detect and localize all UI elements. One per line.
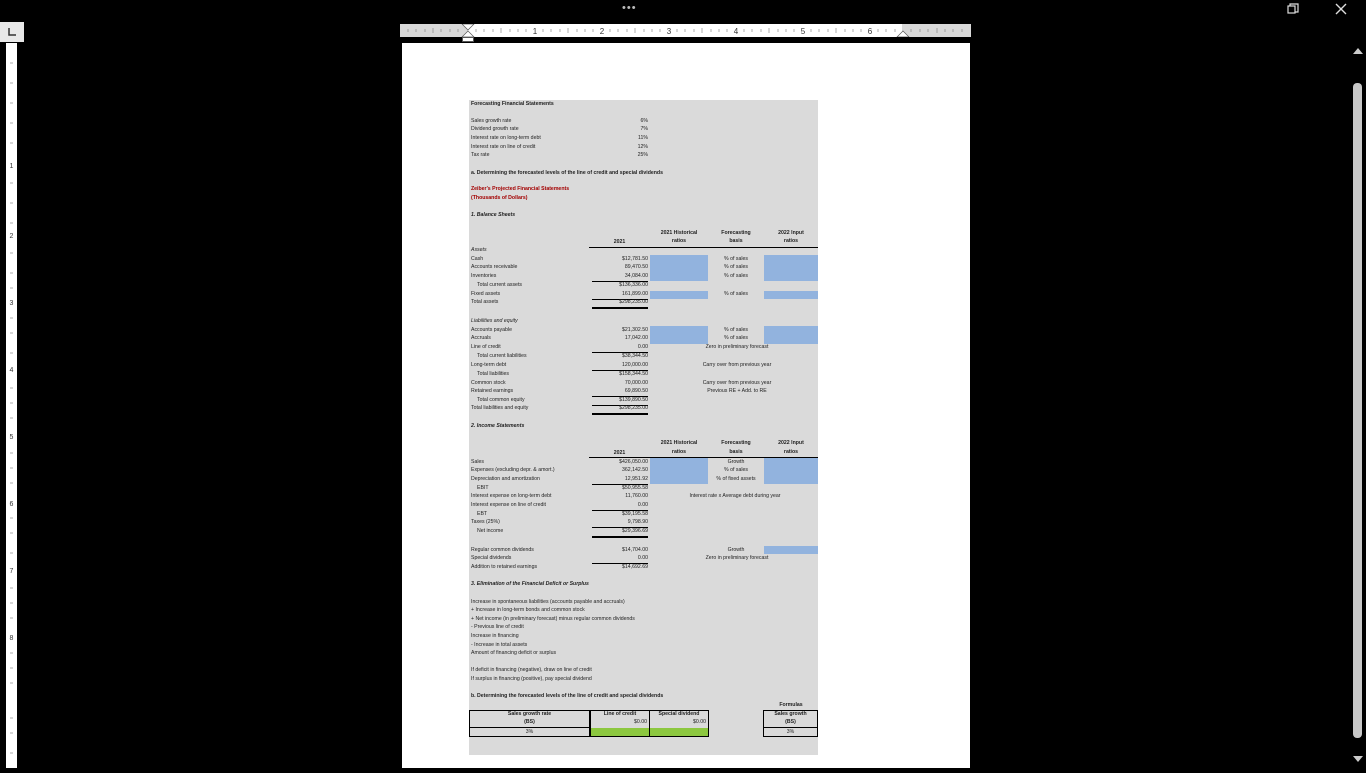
bs-input-ratio-cells-2[interactable]	[764, 326, 818, 344]
liab-label-4: Long-term debt	[471, 362, 507, 368]
asset-double-rule	[592, 307, 648, 309]
income-value-4: 11,760.00	[625, 493, 648, 499]
vruler-mark-1: 1	[9, 163, 14, 170]
asset-value-3: $136,336.00	[619, 282, 648, 288]
asset-label-4: Fixed assets	[471, 291, 501, 297]
asset-basis-1: % of sales	[724, 264, 748, 270]
title-bar	[0, 0, 1366, 20]
income-basis-0: Growth	[727, 459, 745, 465]
input-value-4: 25%	[637, 152, 648, 158]
left-tab-icon	[0, 22, 24, 42]
assets-label: Assets	[471, 247, 487, 253]
liab-value-6: 70,000.00	[624, 380, 648, 386]
ruler-mark-1: 1	[532, 27, 538, 36]
vruler-mark-2: 2	[9, 233, 14, 240]
is-hist-header-2: ratios	[671, 449, 687, 455]
liab-basis-2: Zero in preliminary forecast	[705, 344, 769, 350]
more-options-icon[interactable]: •••	[622, 2, 637, 14]
elim-line-1: + Increase in long-term bonds and common stock	[471, 607, 585, 613]
liab-value-7: 69,890.50	[624, 388, 648, 394]
income-label-8: Net income	[477, 528, 504, 534]
scrollbar-thumb[interactable]	[1353, 83, 1362, 738]
vruler-mark-7: 7	[9, 568, 14, 575]
asset-label-5: Total assets	[471, 299, 499, 305]
liab-basis-7: Previous RE + Add. to RE	[707, 388, 767, 394]
is-basis-header-1: Forecasting	[721, 440, 751, 446]
liab-basis-0: % of sales	[724, 327, 748, 333]
vruler-mark-4: 4	[9, 367, 14, 374]
elim-line-2: + Net income (in preliminary forecast) minus regular common dividends	[471, 616, 635, 622]
sd-value: $0.00	[693, 719, 706, 725]
income-basis-4: Interest rate x Average debt during year	[689, 493, 781, 499]
bs-hist-ratio-cells-1[interactable]	[650, 255, 708, 281]
income-value-7: 9,798.90	[627, 519, 648, 525]
asset-value-5: $298,235.00	[619, 299, 648, 305]
liab-value-2: 0.00	[637, 344, 648, 350]
income-value-3: $50,955.58	[622, 485, 648, 491]
liab-value-5: $158,344.50	[619, 371, 648, 377]
liab-label-0: Accounts payable	[471, 327, 512, 333]
vertical-ruler-ticks	[6, 43, 17, 768]
input-value-3: 12%	[637, 144, 648, 150]
liab-label-8: Total common equity	[477, 397, 525, 403]
is-hist-header-1: 2021 Historical	[660, 440, 698, 446]
vruler-mark-6: 6	[9, 501, 14, 508]
vruler-mark-5: 5	[9, 434, 14, 441]
liab-label-9: Total liabilities and equity	[471, 405, 529, 411]
liab-value-3: $38,344.50	[622, 353, 648, 359]
income-label-4: Interest expense on long-term debt	[471, 493, 552, 499]
section-a-heading: a. Determining the forecasted levels of the line of credit and special dividends	[471, 170, 663, 176]
liab-value-9: $298,235.00	[619, 405, 648, 411]
dividend-value-2: $14,692.69	[622, 564, 648, 570]
income-statement-title: 2. Income Statements	[471, 423, 525, 429]
income-value-2: 12,951.92	[624, 476, 648, 482]
bs-basis-header-1: Forecasting	[721, 230, 751, 236]
le-double-rule	[592, 413, 648, 415]
section-b-heading: b. Determining the forecasted levels of the line of credit and special dividends	[471, 693, 664, 699]
input-value-0: 6%	[640, 118, 648, 124]
formula-sg-label: Sales growth	[774, 711, 807, 717]
bs-year-header: 2021	[613, 239, 626, 245]
rule-line-1: If surplus in financing (positive), pay special dividend	[471, 676, 592, 682]
sgr-label: Sales growth rate	[507, 711, 552, 717]
ruler-ticks	[400, 24, 971, 37]
bs-input-header-1: 2022 Input	[778, 230, 804, 236]
sheet-title: Forecasting Financial Statements	[471, 101, 554, 107]
liab-label-7: Retained earnings	[471, 388, 514, 394]
input-value-2: 11%	[638, 135, 648, 141]
grid-col-1	[589, 100, 590, 755]
asset-label-1: Accounts receivable	[471, 264, 518, 270]
liab-label-3: Total current liabilities	[477, 353, 527, 359]
asset-label-3: Total current assets	[477, 282, 522, 288]
dividend-value-0: $14,704.00	[622, 547, 648, 553]
ruler-mark-2: 2	[599, 27, 605, 36]
input-value-1: 7%	[640, 126, 648, 132]
income-value-1: 362,142.50	[622, 467, 648, 473]
dividend-basis-0: Growth	[727, 547, 745, 553]
dividend-label-1: Special dividends	[471, 555, 512, 561]
grid-col-2	[649, 100, 650, 755]
is-input-ratio-cells[interactable]	[764, 458, 818, 484]
liab-basis-6: Carry over from previous year	[702, 380, 772, 386]
loc-value: $0.00	[634, 719, 647, 725]
income-value-6: $39,195.58	[622, 511, 648, 517]
asset-value-1: 89,470.50	[624, 264, 648, 270]
elim-line-6: Amount of financing deficit or surplus	[471, 650, 557, 656]
sd-label: Special dividend	[658, 711, 700, 717]
bs-hist-ratio-cells-2[interactable]	[650, 326, 708, 344]
elim-line-0: Increase in spontaneous liabilities (accounts payable and accruals)	[471, 599, 625, 605]
close-icon[interactable]	[1334, 2, 1348, 16]
ruler-mark-6: 6	[867, 27, 873, 36]
company-heading: Zeiber's Projected Financial Statements	[471, 186, 570, 192]
grid-col-4	[763, 100, 764, 755]
liab-label-1: Accruals	[471, 335, 491, 341]
bs-input-ratio-cells-1[interactable]	[764, 255, 818, 281]
vertical-scrollbar[interactable]	[1350, 43, 1366, 768]
liab-basis-4: Carry over from previous year	[702, 362, 772, 368]
formula-box-rule	[763, 727, 818, 728]
asset-label-0: Cash	[471, 256, 484, 262]
asset-value-4: 161,899.00	[622, 291, 648, 297]
asset-value-0: $12,781.50	[622, 256, 648, 262]
bs-hist-ratio-fixed[interactable]	[650, 291, 708, 299]
elim-line-4: Increase in financing	[471, 633, 519, 639]
dividend-value-1: 0.00	[637, 555, 648, 561]
bs-basis-header-2: basis	[729, 238, 743, 244]
income-value-5: 0.00	[637, 502, 648, 508]
liab-value-1: 17,042.00	[624, 335, 648, 341]
formula-bs-tag: (BS)	[785, 719, 796, 725]
income-value-0: $426,050.00	[619, 459, 648, 465]
income-label-0: Sales	[471, 459, 484, 465]
asset-basis-4: % of sales	[724, 291, 748, 297]
is-input-header-2: ratios	[783, 449, 799, 455]
sgr-value[interactable]: 3%	[525, 729, 534, 735]
dividend-label-2: Addition to retained earnings	[471, 564, 538, 570]
input-label-2: Interest rate on long-term debt	[471, 135, 541, 141]
income-label-3: EBIT	[477, 485, 489, 491]
liab-value-4: 120,000.00	[622, 362, 648, 368]
dividend-input-cell[interactable]	[764, 546, 818, 554]
asset-basis-0: % of sales	[724, 256, 748, 262]
asset-basis-2: % of sales	[724, 273, 748, 279]
elim-line-5: - Increase in total assets	[471, 642, 528, 648]
income-label-2: Depreciation and amortization	[471, 476, 540, 482]
is-basis-header-2: basis	[729, 449, 743, 455]
bs-header-rule	[589, 247, 818, 248]
horizontal-ruler[interactable]	[400, 24, 971, 37]
vertical-ruler-track	[6, 43, 17, 768]
document-page[interactable]	[402, 43, 970, 768]
is-hist-ratio-cells[interactable]	[650, 458, 708, 484]
ruler-mark-5: 5	[800, 27, 806, 36]
dividend-basis-1: Zero in preliminary forecast	[705, 555, 769, 561]
liab-basis-1: % of sales	[724, 335, 748, 341]
income-basis-1: % of sales	[724, 467, 748, 473]
balance-sheet-title: 1. Balance Sheets	[471, 212, 516, 218]
income-label-5: Interest expense on line of credit	[471, 502, 546, 508]
income-label-1: Expenses (excluding depr. & amort.)	[471, 467, 555, 473]
rule-line-0: If deficit in financing (negative), draw on line of credit	[471, 667, 592, 673]
is-year-header: 2021	[613, 450, 626, 456]
input-label-4: Tax rate	[471, 152, 490, 158]
liab-value-0: $21,302.50	[622, 327, 648, 333]
liabilities-label: Liabilities and equity	[471, 318, 518, 324]
income-value-8: $29,396.69	[622, 528, 648, 534]
sgr-box-rule	[469, 727, 590, 728]
income-basis-2: % of fixed assets	[716, 476, 756, 482]
liab-label-6: Common stock	[471, 380, 506, 386]
net-income-double-rule	[592, 536, 648, 538]
loc-label: Line of credit	[603, 711, 637, 717]
liab-label-2: Line of credit	[471, 344, 501, 350]
vruler-mark-3: 3	[9, 300, 14, 307]
tab-stop-selector[interactable]	[0, 22, 24, 42]
vruler-mark-8: 8	[9, 635, 14, 642]
bs-hist-header-1: 2021 Historical	[660, 230, 698, 236]
input-label-3: Interest rate on line of credit	[471, 144, 536, 150]
liab-label-5: Total liabilities	[477, 371, 510, 377]
dividend-label-0: Regular common dividends	[471, 547, 534, 553]
grid-col-3	[708, 100, 709, 755]
scroll-up-icon[interactable]	[1350, 46, 1366, 56]
asset-value-2: 34,084.00	[624, 273, 648, 279]
bs-input-ratio-fixed[interactable]	[764, 291, 818, 299]
ruler-mark-4: 4	[733, 27, 739, 36]
left-indent-marker[interactable]	[462, 37, 474, 42]
sgr-bs-tag: (BS)	[524, 719, 535, 725]
ruler-mark-3: 3	[666, 27, 672, 36]
elim-line-3: - Previous line of credit	[471, 624, 524, 630]
elimination-title: 3. Elimination of the Financial Deficit or Surplus	[471, 581, 589, 587]
input-label-1: Dividend growth rate	[471, 126, 519, 132]
income-label-6: EBT	[477, 511, 488, 517]
asset-label-2: Inventories	[471, 273, 497, 279]
bs-hist-header-2: ratios	[671, 238, 687, 244]
units-heading: (Thousands of Dollars)	[471, 195, 528, 201]
input-label-0: Sales growth rate	[471, 118, 512, 124]
formulas-label: Formulas	[779, 702, 803, 708]
income-label-7: Taxes (25%)	[471, 519, 500, 525]
bs-input-header-2: ratios	[783, 238, 799, 244]
restore-window-icon[interactable]	[1287, 3, 1299, 15]
scroll-down-icon[interactable]	[1350, 754, 1366, 764]
liab-value-8: $139,890.50	[619, 397, 648, 403]
is-input-header-1: 2022 Input	[778, 440, 804, 446]
formula-sg-value: 3%	[786, 729, 795, 735]
vertical-ruler[interactable]	[0, 43, 24, 768]
